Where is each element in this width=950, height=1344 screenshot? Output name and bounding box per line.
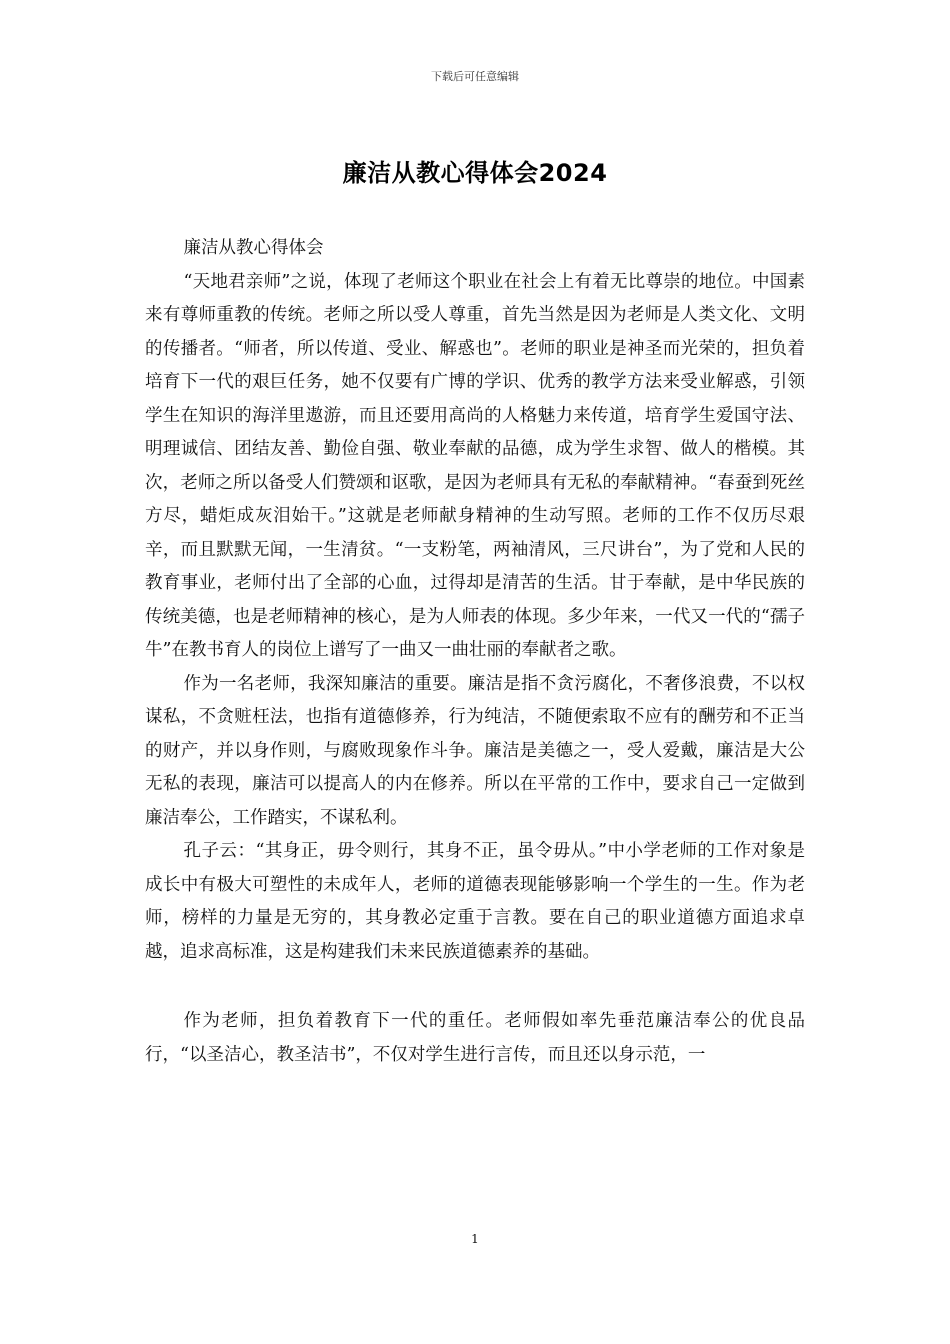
page-number: 1 bbox=[471, 1232, 479, 1246]
paragraph: 作为一名老师，我深知廉洁的重要。廉洁是指不贪污腐化，不奢侈浪费，不以权谋私，不贪赃枉法，也指有道德修养，行为纯洁，不随便索取不应有的酬劳和不正当的财产，并以身作则，与腐败现象作斗争。廉洁是美德之一，受人爱戴，廉洁是大公无私的表现，廉洁可以提高人的内在修养。所以在平常的工作中，要求自己一定做到廉洁奉公，工作踏实，不谋私利。 bbox=[145, 673, 805, 828]
paragraph-spacer bbox=[145, 969, 805, 1005]
document-title: 廉洁从教心得体会2024 bbox=[342, 159, 608, 187]
paragraph: 孔子云：“其身正，毋令则行，其身不正，虽令毋从。”中小学老师的工作对象是成长中有极大可塑性的未成年人，老师的道德表现能够影响一个学生的一生。作为老师，榜样的力量是无穷的，其身教必定重于言教。要在自己的职业道德方面追求卓越，追求高标准，这是构建我们未来民族道德素养的基础。 bbox=[145, 841, 805, 962]
paragraph-subtitle: 廉洁从教心得体会 bbox=[183, 238, 324, 258]
paragraph: “天地君亲师”之说，体现了老师这个职业在社会上有着无比尊崇的地位。中国素来有尊师重教的传统。老师之所以受人尊重，首先当然是因为老师是人类文化、文明的传播者。“师者，所以传道、受业、解惑也”。老师的职业是神圣而光荣的，担负着培育下一代的艰巨任务，她不仅要有广博的学识、优秀的教学方法来受业解惑，引领学生在知识的海洋里遨游，而且还要用高尚的人格魅力来传道，培育学生爱国守法、明理诚信、团结友善、勤俭自强、敬业奉献的品德，成为学生求智、做人的楷模。其次，老师之所以备受人们赞颂和讴歌，是因为老师具有无私的奉献精神。“春蚕到死丝方尽，蜡炬成灰泪始干。”这就是老师献身精神的生动写照。老师的工作不仅历尽艰辛，而且默默无闻，一生清贫。“一支粉笔，两袖清风，三尺讲台”，为了党和人民的教育事业，老师付出了全部的心血，过得却是清苦的生活。甘于奉献，是中华民族的传统美德，也是老师精神的核心，是为人师表的体现。多少年来，一代又一代的“孺子牛”在教书育人的岗位上谱写了一曲又一曲壮丽的奉献者之歌。 bbox=[145, 271, 805, 660]
header-note: 下载后可任意编辑 bbox=[431, 70, 519, 83]
document-body bbox=[145, 232, 805, 1072]
paragraph: 作为老师，担负着教育下一代的重任。老师假如率先垂范廉洁奉公的优良品行，“以圣洁心，教圣洁书”，不仅对学生进行言传，而且还以身示范，一 bbox=[145, 1011, 805, 1065]
